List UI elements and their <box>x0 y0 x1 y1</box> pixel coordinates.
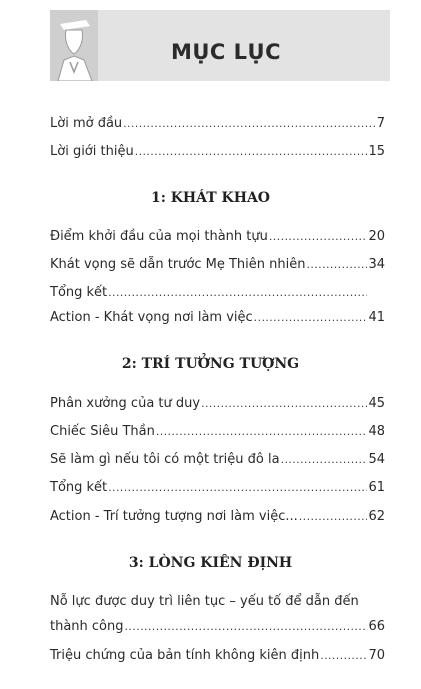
entry-page: 48 <box>368 424 385 439</box>
dot-leader <box>108 481 367 494</box>
entry-page: 20 <box>368 229 385 244</box>
entry-title: Lời mở đầu <box>50 116 123 131</box>
entry-page: 66 <box>368 619 385 634</box>
toc-entry[interactable] <box>50 509 385 524</box>
entry-page: 7 <box>376 116 385 131</box>
entry-title: Tổng kết <box>50 285 108 300</box>
toc-entry[interactable] <box>50 648 385 663</box>
dot-leader <box>306 258 367 271</box>
toc-entry[interactable] <box>50 257 385 272</box>
entry-page: 70 <box>368 648 385 663</box>
entry-page: 45 <box>368 396 385 411</box>
dot-leader <box>156 425 368 438</box>
dot-leader <box>108 286 367 299</box>
toc-entry[interactable] <box>50 452 385 467</box>
toc-entry[interactable] <box>50 424 385 439</box>
entry-page: 15 <box>368 144 385 159</box>
entry-title: Tổng kết <box>50 480 108 495</box>
toc-entry[interactable] <box>50 144 385 159</box>
entry-page: 62 <box>368 509 385 524</box>
dot-leader <box>269 230 368 243</box>
toc-entry[interactable] <box>50 229 385 244</box>
chapter-heading: 3: LÒNG KIÊN ĐỊNH <box>128 555 293 571</box>
toc-entry[interactable] <box>50 285 368 300</box>
entry-title: Phân xưởng của tư duy <box>50 396 201 411</box>
dot-leader <box>254 311 368 324</box>
page-title: MỤC LỤC <box>170 40 282 64</box>
entry-page: 61 <box>368 480 385 495</box>
entry-page: 34 <box>368 257 385 272</box>
dot-leader <box>299 510 368 523</box>
entry-title: Khát vọng sẽ dẫn trước Mẹ Thiên nhiên <box>50 257 306 272</box>
chapter-heading: 2: TRÍ TƯỞNG TƯỢNG <box>121 356 300 372</box>
entry-page: 41 <box>368 310 385 325</box>
entry-page: 54 <box>368 452 385 467</box>
toc-entry[interactable] <box>50 116 385 131</box>
toc-entry[interactable] <box>50 396 385 411</box>
entry-title: Triệu chứng của bản tính không kiên định <box>50 648 320 663</box>
entry-title: Điểm khởi đầu của mọi thành tựu <box>50 229 268 244</box>
toc-entry[interactable] <box>50 619 385 634</box>
header-banner <box>50 10 390 81</box>
toc-entry[interactable] <box>50 480 385 495</box>
dot-leader <box>201 397 367 410</box>
entry-title: Action - Khát vọng nơi làm việc <box>50 310 253 325</box>
entry-title: Sẽ làm gì nếu tôi có một triệu đô la <box>50 452 280 467</box>
entry-title: Action - Trí tưởng tượng nơi làm việc... <box>50 509 298 524</box>
entry-title: Lời giới thiệu <box>50 144 134 159</box>
entry-title-line1: Nỗ lực được duy trì liên tục – yếu tố để dẫn đến <box>50 594 359 609</box>
dot-leader <box>281 453 368 466</box>
dot-leader <box>123 117 376 130</box>
toc-entry[interactable] <box>50 310 385 325</box>
dot-leader <box>320 649 367 662</box>
entry-title: thành công <box>50 619 124 634</box>
dot-leader <box>125 620 368 633</box>
dot-leader <box>135 145 368 158</box>
entry-title: Chiếc Siêu Thần <box>50 424 155 439</box>
chapter-heading: 1: KHÁT KHAO <box>150 190 271 206</box>
